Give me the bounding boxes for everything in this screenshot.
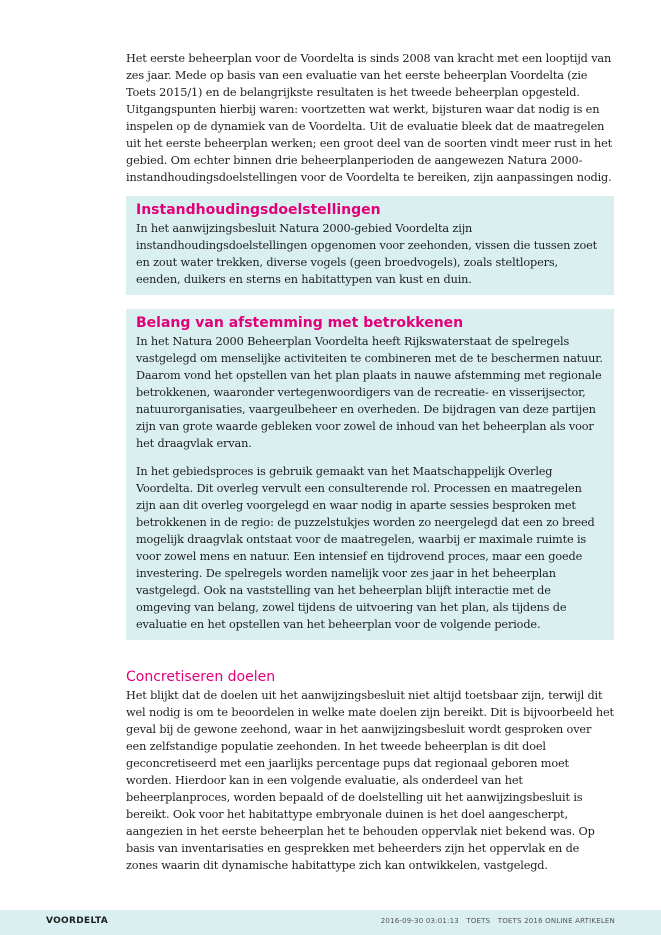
section-paragraph: Het blijkt dat de doelen uit het aanwijzingsbesluit niet altijd toetsbaar zijn, terwijl dit wel nodig is om te beoordelen in welke mate doelen zijn bereikt. Dit is bijvoorbeeld het geval bij de gewone zeehond, waar in het aanwijzingsbesluit wordt gesproken over een zelfstandige populatie zeehonden. In het tweede beheerplan is dit doel geconcretiseerd met een jaarlijks percentage pups dat regionaal geboren moet worden. Hierdoor kan in een volgende evaluatie, als onderdeel van het beheerplanproces, worden bepaald of de doelstelling uit het aanwijzingsbesluit is bereikt. Ook voor het habitattype embryonale duinen is het doel aangescherpt, aangezien in het eerste beheerplan het te behouden oppervlak niet bekend was. Op basis van inventarisaties en gesprekken met beheerders zijn het oppervlak en de zones waarin dit dynamische habitattype zich kan ontwikkelen, vastgelegd. (126, 689, 614, 872)
footer-journal: TOETS (466, 917, 491, 925)
infobox-instandhoudingsdoelstellingen (126, 196, 614, 295)
infobox-afstemming (126, 309, 614, 640)
intro-paragraph: Het eerste beheerplan voor de Voordelta is sinds 2008 van kracht met een looptijd van zes jaar. Mede op basis van een evaluatie van het eerste beheerplan Voordelta (zie Toets 2015/1) en de belangrijkste resultaten is het tweede beheerplan opgesteld. Uitgangspunten hierbij waren: voortzetten wat werkt, bijsturen waar dat nodig is en inspelen op de dynamiek van de Voordelta. Uit de evaluatie bleek dat de maatregelen uit het eerste beheerplan werken; een groot deel van de soorten vindt meer rust in het gebied. Om echter binnen drie beheerplanperioden de aangewezen Natura 2000-instandhoudingsdoelstellingen voor de Voordelta te bereiken, zijn aanpassingen nodig. (126, 52, 613, 184)
page-footer (0, 910, 661, 935)
infobox-title: Instandhoudingsdoelstellingen (136, 202, 381, 218)
infobox-paragraph: In het Natura 2000 Beheerplan Voordelta heeft Rijkswaterstaat de spelregels vastgelegd om menselijke activiteiten te combineren met de te beschermen natuur. Daarom vond het opstellen van het plan plaats in nauwe afstemming met regionale betrokkenen, waaronder vertegenwoordigers van de recreatie- en visserijsector, natuurorganisaties, vaargeulbeheer en overheden. De bijdragen van deze partijen zijn van grote waarde gebleken voor zowel de inhoud van het beheerplan als voor het draagvlak ervan. (136, 335, 603, 450)
footer-edition: TOETS 2016 ONLINE ARTIKELEN (497, 917, 615, 925)
infobox-paragraph: In het gebiedsproces is gebruik gemaakt van het Maatschappelijk Overleg Voordelta. Dit overleg vervult een consulterende rol. Processen en maatregelen zijn aan dit overleg voorgelegd en waar nodig in aparte sessies besproken met betrokkenen in de regio: de puzzelstukjes worden zo neergelegd dat een zo breed mogelijk draagvlak ontstaat voor de maatregelen, waarbij er maximale ruimte is voor zowel mens en natuur. Een intensief en tijdrovend proces, maar een goede investering. De spelregels worden namelijk voor zes jaar in het beheerplan vastgelegd. Ook na vaststelling van het beheerplan blijft interactie met de omgeving van belang, zowel tijdens de uitvoering van het plan, als tijdens de evaluatie en het opstellen van het beheerplan voor de volgende periode. (136, 465, 595, 631)
footer-section-label: VOORDELTA (46, 916, 109, 926)
infobox-text: In het aanwijzingsbesluit Natura 2000-gebied Voordelta zijn instandhoudingsdoelstellingen opgenomen voor zeehonden, vissen die tussen zoet en zout water trekken, diverse vogels (geen broedvogels), zoals steltlopers, eenden, duikers en sterns en habitattypen van kust en duin. (136, 222, 598, 286)
infobox-title: Belang van afstemming met betrokkenen (136, 315, 464, 331)
footer-timestamp: 2016-09-30 03:01:13 (380, 917, 459, 925)
footer-meta (381, 917, 615, 925)
section-title: Concretiseren doelen (126, 669, 276, 685)
article-body (126, 50, 614, 874)
